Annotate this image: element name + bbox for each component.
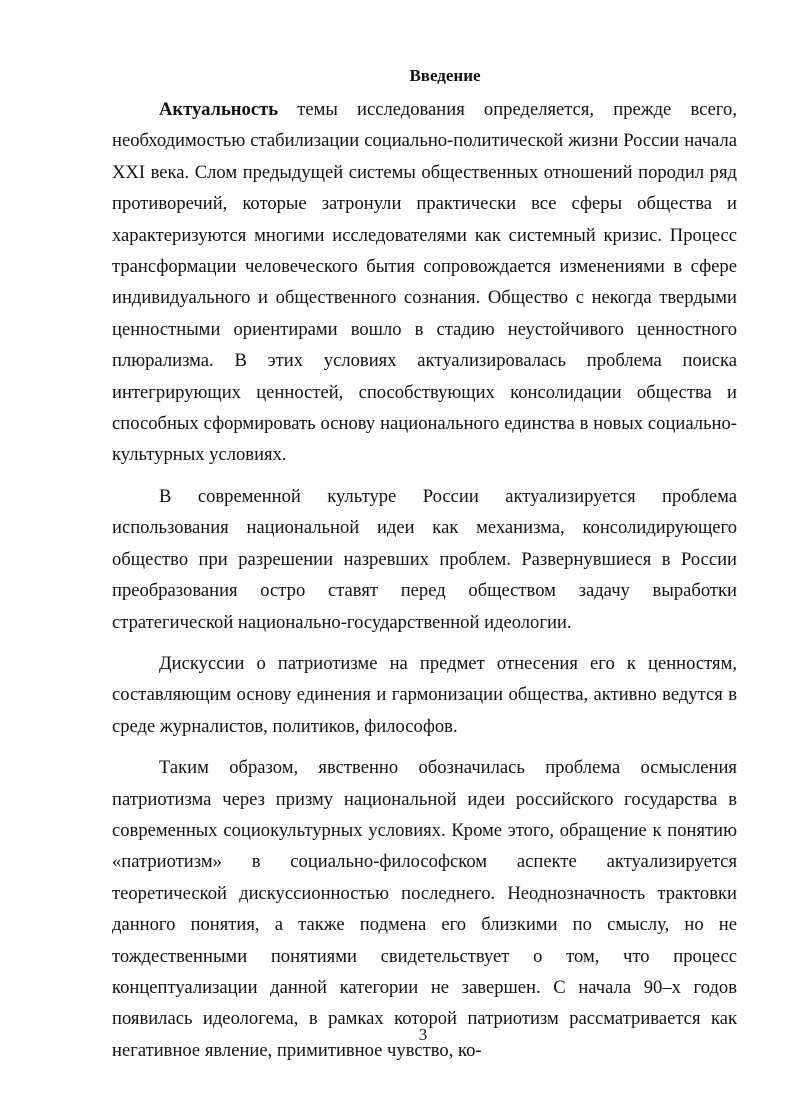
paragraph: Таким образом, явственно обозначилась проблема осмысления патриотизма через призму национальной идеи российского государства в современных социокультурных условиях. Кроме этого, обращение к понятию «патриотизм» в социально-философском аспекте актуализируется теоретической дискуссионностью последнего. Неоднозначность трактовки данного понятия, а также подмена его близкими по смыслу, но не тождественными понятиями свидетельствует о том, что процесс концептуализации данной категории не завершен. С начала 90–х годов появилась идеологема, в рамках которой патриотизм рассматривается как негативное явление, примитивное чувство, ко- [112, 757, 737, 1061]
body-text [112, 94, 737, 1076]
paragraph: Дискуссии о патриотизме на предмет отнесения его к ценностям, составляющим основу единения и гармонизации общества, активно ведутся в среде журналистов, политиков, философов. [112, 652, 737, 737]
paragraph-relevance [112, 94, 737, 471]
section-heading: Введение [409, 66, 481, 85]
paragraph-relevance-text: темы исследования определяется, прежде всего, необходимостью стабилизации социально-политической жизни России начала XXI века. Слом предыдущей системы общественных отношений породил ряд противоречий, которые затронули практически все сферы общества и характеризуются многими исследователями как системный кризис. Процесс трансформации человеческого бытия сопровождается изменениями в сфере индивидуального и общественного сознания. Общество с некогда твердыми ценностными ориентирами вошло в стадию неустойчивого ценностного плюрализма. В этих условиях актуализировалась проблема поиска интегрирующих ценностей, способствующих консолидации общества и способных сформировать основу национального единства в новых социально-культурных условиях. [112, 99, 737, 466]
page-number: 3 [418, 1025, 428, 1044]
paragraph: В современной культуре России актуализируется проблема использования национальной идеи как механизма, консолидирующего общество при разрешении назревших проблем. Развернувшиеся в России преобразования остро ставят перед обществом задачу выработки стратегической национально-государственной идеологии. [112, 485, 737, 633]
lead-term: Актуальность [159, 99, 279, 120]
